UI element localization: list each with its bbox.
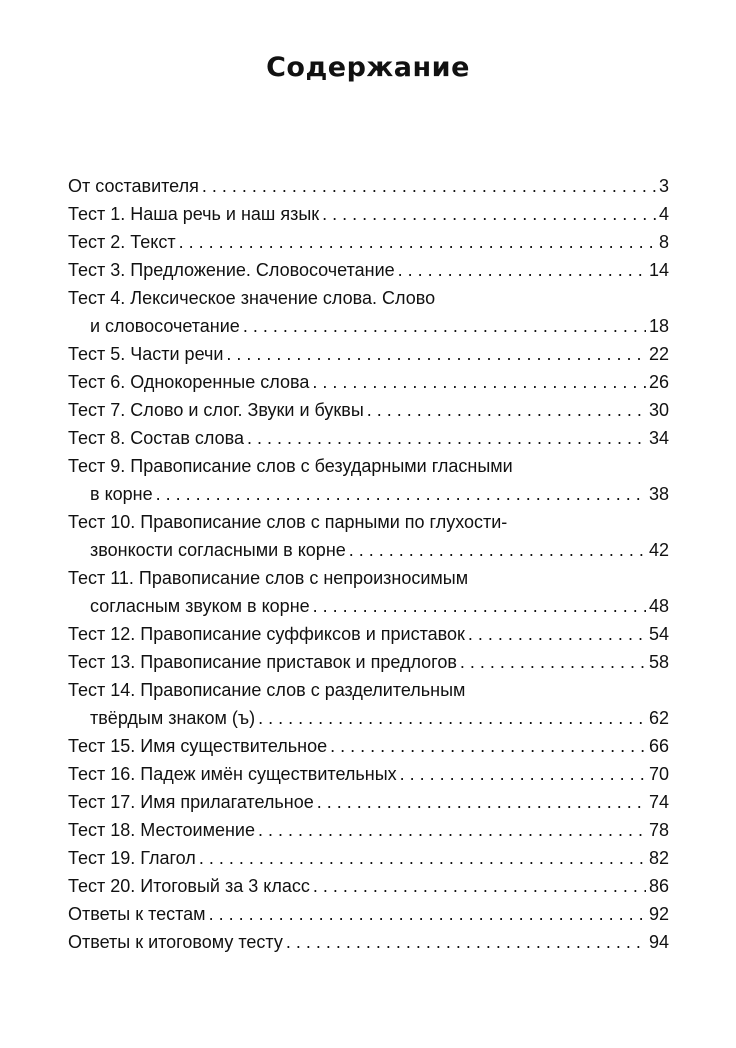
toc-entry[interactable] bbox=[68, 676, 669, 732]
toc-page-number: 94 bbox=[648, 932, 669, 952]
toc-page-number: 92 bbox=[648, 904, 669, 924]
toc-entry[interactable] bbox=[68, 396, 669, 424]
toc-entry-title-continuation: звонкости согласными в корне bbox=[90, 540, 346, 560]
toc-entry-title: Тест 18. Местоимение bbox=[68, 820, 255, 840]
toc-entry-title: Ответы к итоговому тесту bbox=[68, 932, 283, 952]
toc-entry[interactable] bbox=[68, 872, 669, 900]
toc-page-number: 38 bbox=[648, 484, 669, 504]
toc-entry-title: Тест 17. Имя прилагательное bbox=[68, 792, 314, 812]
toc-page-number: 22 bbox=[648, 344, 669, 364]
toc-page-number: 30 bbox=[648, 400, 669, 420]
toc-entry-title: Тест 13. Правописание приставок и предлогов bbox=[68, 652, 457, 672]
toc-entry-title: Тест 4. Лексическое значение слова. Слово bbox=[68, 288, 436, 308]
dot-leader bbox=[199, 844, 646, 872]
toc-page-number: 54 bbox=[648, 624, 669, 644]
toc-page-number: 66 bbox=[648, 736, 669, 756]
toc-page-number: 18 bbox=[648, 316, 669, 336]
toc-page-number: 26 bbox=[648, 372, 669, 392]
page-title: Содержание bbox=[266, 52, 470, 83]
toc-page-number: 3 bbox=[658, 176, 669, 196]
toc-entry[interactable] bbox=[68, 788, 669, 816]
toc-page-number: 78 bbox=[648, 820, 669, 840]
toc-page-number: 62 bbox=[648, 708, 669, 728]
toc-entry[interactable] bbox=[68, 452, 669, 508]
toc-entry[interactable] bbox=[68, 900, 669, 928]
toc-entry-title: Тест 5. Части речи bbox=[68, 344, 224, 364]
toc-entry-title-continuation: твёрдым знаком (ъ) bbox=[90, 708, 256, 728]
dot-leader bbox=[330, 732, 646, 760]
toc-entry-title: Тест 11. Правописание слов с непроизносимым bbox=[68, 568, 469, 588]
dot-leader bbox=[312, 368, 646, 396]
dot-leader bbox=[317, 788, 646, 816]
toc-entry-title: Тест 8. Состав слова bbox=[68, 428, 244, 448]
toc-entry[interactable] bbox=[68, 732, 669, 760]
toc-entry-title-continuation: в корне bbox=[90, 484, 153, 504]
toc-entry-title: Тест 14. Правописание слов с разделительным bbox=[68, 680, 466, 700]
toc-entry-title-continuation: согласным звуком в корне bbox=[90, 596, 310, 616]
toc-entry-title: Тест 6. Однокоренные слова bbox=[68, 372, 310, 392]
toc-entry-title: Тест 1. Наша речь и наш язык bbox=[68, 204, 320, 224]
toc-entry-title: От составителя bbox=[68, 176, 199, 196]
toc-entry[interactable] bbox=[68, 816, 669, 844]
toc-entry[interactable] bbox=[68, 648, 669, 676]
toc-page-number: 58 bbox=[648, 652, 669, 672]
dot-leader bbox=[313, 592, 646, 620]
toc-entry-title: Тест 9. Правописание слов с безударными гласными bbox=[68, 456, 513, 476]
toc-page-number: 34 bbox=[648, 428, 669, 448]
toc-entry[interactable] bbox=[68, 564, 669, 620]
dot-leader bbox=[398, 256, 646, 284]
toc-entry[interactable] bbox=[68, 228, 669, 256]
toc-page-number: 70 bbox=[648, 764, 669, 784]
toc-entry[interactable] bbox=[68, 368, 669, 396]
toc-entry-title: Ответы к тестам bbox=[68, 904, 206, 924]
toc-page-number: 4 bbox=[658, 204, 669, 224]
toc-entry[interactable] bbox=[68, 928, 669, 956]
toc-page-number: 86 bbox=[648, 876, 669, 896]
toc-entry[interactable] bbox=[68, 760, 669, 788]
toc-entry[interactable] bbox=[68, 172, 669, 200]
toc-entry-title: Тест 2. Текст bbox=[68, 232, 176, 252]
toc-entry-title: Тест 7. Слово и слог. Звуки и буквы bbox=[68, 400, 364, 420]
toc-entry[interactable] bbox=[68, 508, 669, 564]
toc-entry[interactable] bbox=[68, 620, 669, 648]
toc-entry[interactable] bbox=[68, 200, 669, 228]
toc-page-number: 14 bbox=[648, 260, 669, 280]
toc-page-number: 74 bbox=[648, 792, 669, 812]
dot-leader bbox=[209, 900, 646, 928]
dot-leader bbox=[247, 424, 646, 452]
dot-leader bbox=[349, 536, 646, 564]
dot-leader bbox=[400, 760, 646, 788]
dot-leader bbox=[258, 704, 646, 732]
toc-entry-title: Тест 19. Глагол bbox=[68, 848, 196, 868]
dot-leader bbox=[468, 620, 646, 648]
toc-entry-title: Тест 3. Предложение. Словосочетание bbox=[68, 260, 395, 280]
toc-entry[interactable] bbox=[68, 844, 669, 872]
dot-leader bbox=[243, 312, 646, 340]
toc-entry[interactable] bbox=[68, 424, 669, 452]
table-of-contents bbox=[68, 172, 669, 956]
toc-page-number: 42 bbox=[648, 540, 669, 560]
dot-leader bbox=[313, 872, 646, 900]
dot-leader bbox=[322, 200, 656, 228]
toc-entry-title: Тест 16. Падеж имён существительных bbox=[68, 764, 397, 784]
dot-leader bbox=[156, 480, 646, 508]
dot-leader bbox=[179, 228, 656, 256]
dot-leader bbox=[286, 928, 646, 956]
toc-page-number: 48 bbox=[648, 596, 669, 616]
toc-entry[interactable] bbox=[68, 340, 669, 368]
toc-page-number: 8 bbox=[658, 232, 669, 252]
dot-leader bbox=[258, 816, 646, 844]
toc-entry[interactable] bbox=[68, 284, 669, 340]
toc-entry-title-continuation: и словосочетание bbox=[90, 316, 240, 336]
dot-leader bbox=[460, 648, 646, 676]
toc-entry-title: Тест 20. Итоговый за 3 класс bbox=[68, 876, 310, 896]
dot-leader bbox=[226, 340, 646, 368]
toc-entry-title: Тест 12. Правописание суффиксов и приставок bbox=[68, 624, 465, 644]
dot-leader bbox=[202, 172, 656, 200]
dot-leader bbox=[367, 396, 646, 424]
toc-entry-title: Тест 10. Правописание слов с парными по глухости- bbox=[68, 512, 508, 532]
toc-entry[interactable] bbox=[68, 256, 669, 284]
toc-page-number: 82 bbox=[648, 848, 669, 868]
toc-entry-title: Тест 15. Имя существительное bbox=[68, 736, 328, 756]
